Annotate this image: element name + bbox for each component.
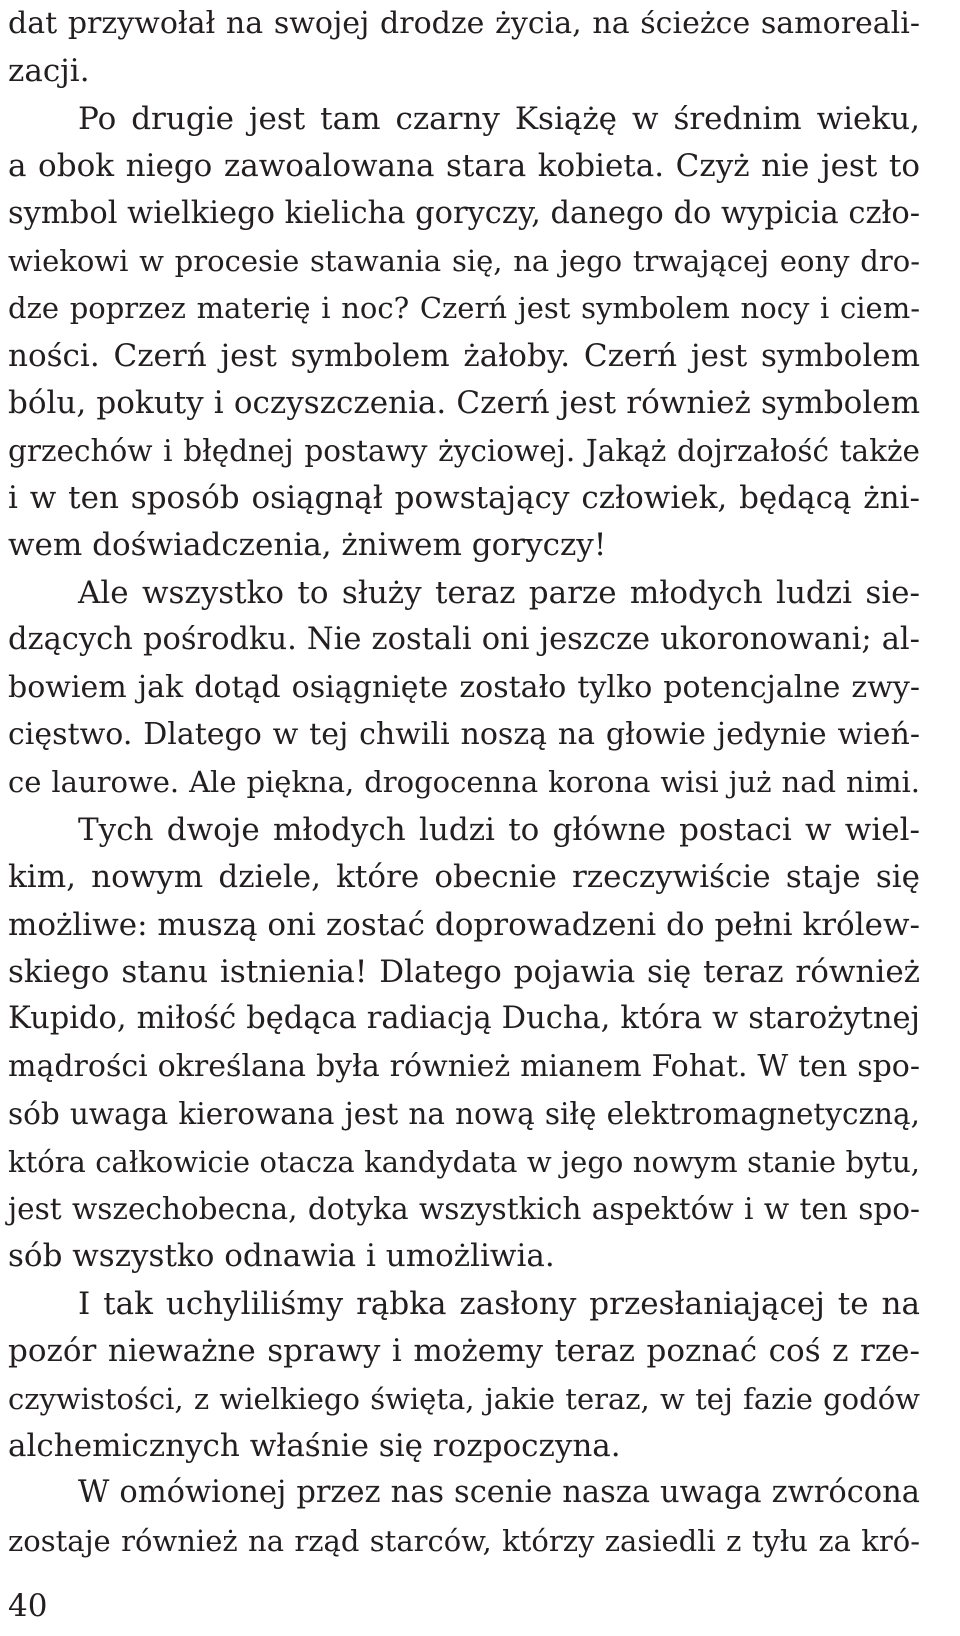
text-line: kim, nowym dziele, które obecnie rzeczywiście staje się	[8, 859, 920, 896]
text-line: czywistości, z wielkiego święta, jakie teraz, w tej fazie godów	[8, 1381, 920, 1416]
text-line: możliwe: muszą oni zostać doprowadzeni do pełni królew-	[8, 906, 920, 943]
text-line: mądrości określana była również mianem Fohat. W ten spo-	[8, 1048, 920, 1084]
text-line: sób wszystko odnawia i umożliwia.	[8, 1238, 555, 1275]
text-line: i w ten sposób osiągnął powstający człowiek, będącą żni-	[8, 480, 920, 516]
text-line: symbol wielkiego kielicha goryczy, danego do wypicia czło-	[8, 195, 921, 231]
text-line: dze poprzez materię i noc? Czerń jest symbolem nocy i ciem-	[8, 291, 920, 326]
text-line: alchemicznych właśnie się rozpoczyna.	[8, 1428, 621, 1464]
text-line: cięstwo. Dlatego w tej chwili noszą na głowie jedynie wień-	[8, 717, 920, 752]
text-line: zostaje również na rząd starców, którzy zasiedli z tyłu za kró-	[8, 1523, 920, 1558]
text-line: Tych dwoje młodych ludzi to główne postaci w wiel-	[78, 811, 920, 848]
text-line: W omówionej przez nas scenie nasza uwaga zwrócona	[78, 1475, 920, 1511]
text-line: bowiem jak dotąd osiągnięte zostało tylko potencjalne zwy-	[8, 669, 920, 705]
text-line: Po drugie jest tam czarny Książę w średnim wieku,	[78, 100, 920, 137]
book-page	[8, 0, 920, 1636]
text-line: jest wszechobecna, dotyka wszystkich aspektów i w ten spo-	[8, 1192, 920, 1226]
text-line: wem doświadczenia, żniwem goryczy!	[8, 527, 607, 564]
text-line: I tak uchyliliśmy rąbka zasłony przesłaniającej te na	[78, 1285, 920, 1322]
text-line: która całkowicie otacza kandydata w jego nowym stanie bytu,	[8, 1144, 920, 1179]
text-line: bólu, pokuty i oczyszczenia. Czerń jest również symbolem	[8, 385, 920, 422]
text-line: skiego stanu istnienia! Dlatego pojawia się teraz również	[8, 954, 920, 990]
page-number: 40	[8, 1588, 48, 1624]
text-line: sób uwaga kierowana jest na nową siłę elektromagnetyczną,	[8, 1097, 920, 1132]
text-line: dzących pośrodku. Nie zostali oni jeszcze ukoronowani; al-	[8, 622, 920, 658]
text-line: zacji.	[8, 53, 90, 90]
text-line: a obok niego zawoalowana stara kobieta. Czyż nie jest to	[8, 148, 920, 185]
text-line: ce laurowe. Ale piękna, drogocenna korona wisi już nad nimi.	[8, 765, 920, 800]
text-line: dat przywołał na swojej drodze życia, na ścieżce samoreali-	[8, 6, 920, 41]
text-line: ności. Czerń jest symbolem żałoby. Czerń jest symbolem	[8, 337, 920, 374]
text-line: pozór nieważne sprawy i możemy teraz poznać coś z rze-	[8, 1333, 920, 1370]
text-line: grzechów i błędnej postawy życiowej. Jakąż dojrzałość także	[8, 433, 920, 468]
text-line: Ale wszystko to służy teraz parze młodych ludzi sie-	[78, 574, 920, 611]
text-line: wiekowi w procesie stawania się, na jego trwającej eony dro-	[8, 244, 920, 278]
text-line: Kupido, miłość będąca radiacją Ducha, która w starożytnej	[8, 1001, 920, 1037]
